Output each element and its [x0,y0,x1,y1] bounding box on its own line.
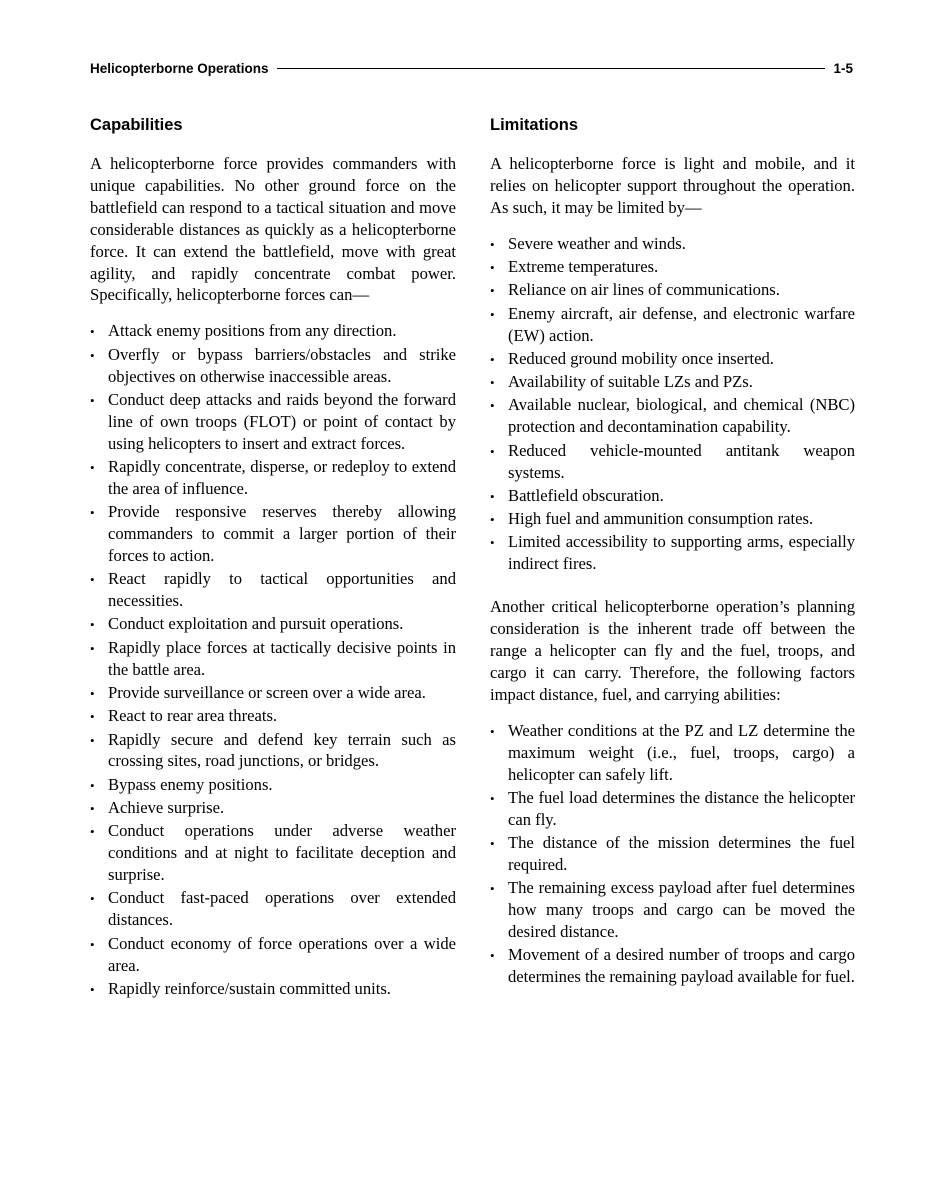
list-item [90,456,456,500]
list-item [90,729,456,773]
bullet-icon: • [90,777,95,793]
bullet-icon: • [490,948,495,964]
list-item [490,440,855,484]
limitations-column [490,114,855,990]
list-item [490,877,855,943]
list-item-text: Reduced ground mobility once inserted. [508,348,774,368]
bullet-icon: • [490,283,495,299]
bullet-icon: • [90,801,95,817]
list-item [90,682,456,704]
list-item [490,485,855,507]
list-item-text: Rapidly place forces at tactically decisive points in the battle area. [108,637,456,679]
bullet-icon: • [490,236,495,252]
list-item [490,944,855,988]
bullet-icon: • [490,260,495,276]
list-item [490,348,855,370]
capabilities-column [90,114,456,1001]
capabilities-intro: A helicopterborne force provides commanders with unique capabilities. No other ground force on the battlefield can respond to a tactical situation and move considerable distances as quickly as a helicopterborne force. It can extend the battlefield, move with great agility, and rapidly concentrate combat power. Specifically, helicopterborne forces can— [90,154,456,305]
bullet-icon: • [90,392,95,408]
capabilities-heading: Capabilities [90,116,183,134]
list-item [90,344,456,388]
bullet-icon: • [90,936,95,952]
list-item-text: Extreme temperatures. [508,257,659,277]
bullet-icon: • [90,891,95,907]
list-item [490,832,855,876]
list-item [90,501,456,567]
list-item [90,820,456,886]
list-item-text: Achieve surprise. [108,798,225,818]
bullet-icon: • [90,459,95,475]
list-item [490,394,855,438]
list-item [90,774,456,796]
bullet-icon: • [90,709,95,725]
list-item-text: Conduct fast-paced operations over extended distances. [108,888,456,930]
list-item-text: Bypass enemy positions. [108,774,273,794]
list-item-text: Provide surveillance or screen over a wide area. [108,682,426,702]
list-item-text: React to rear area threats. [108,706,278,726]
bullet-icon: • [90,685,95,701]
list-item-text: Conduct exploitation and pursuit operations. [108,614,404,634]
list-item [90,568,456,612]
list-item [90,637,456,681]
list-item-text: Rapidly concentrate, disperse, or redeploy to extend the area of influence. [108,456,456,498]
list-item [490,233,855,255]
list-item-text: Reliance on air lines of communications. [508,280,780,300]
list-item-text: Battlefield obscuration. [508,485,664,505]
list-item [490,371,855,393]
list-item-text: Enemy aircraft, air defense, and electronic warfare (EW) action. [508,303,855,345]
list-item-text: Attack enemy positions from any direction. [108,321,397,341]
list-item [90,933,456,977]
header-rule [277,68,826,69]
list-item-text: High fuel and ammunition consumption rates. [508,509,814,529]
bullet-icon: • [490,443,495,459]
list-item-text: Availability of suitable LZs and PZs. [508,372,753,392]
bullet-icon: • [490,306,495,322]
list-item-text: Conduct deep attacks and raids beyond the forward line of own troops (FLOT) or point of contact by using helicopters to insert and extract forces. [108,389,456,453]
list-item [90,389,456,455]
running-header [90,58,853,78]
list-item-text: Limited accessibility to supporting arms, especially indirect fires. [508,532,855,574]
list-item-text: Conduct operations under adverse weather conditions and at night to facilitate deception and surprise. [108,821,456,885]
list-item [490,508,855,530]
list-item [490,256,855,278]
page-number: 1-5 [833,60,853,76]
bullet-icon: • [490,790,495,806]
capabilities-list [90,320,456,999]
tradeoff-paragraph: Another critical helicopterborne operation’s planning consideration is the inherent trade off between the range a helicopter can fly and the fuel, troops, and cargo it can carry. Therefore, the following factors impact distance, fuel, and carrying abilities: [490,597,855,704]
bullet-icon: • [490,398,495,414]
bullet-icon: • [90,640,95,656]
bullet-icon: • [490,512,495,528]
list-item-text: The remaining excess payload after fuel determines how many troops and cargo can be moved the desired distance. [508,878,855,942]
limitations-list [490,233,855,576]
list-item [90,613,456,635]
list-item [90,887,456,931]
bullet-icon: • [490,351,495,367]
bullet-icon: • [90,347,95,363]
bullet-icon: • [90,617,95,633]
limitations-heading: Limitations [490,116,579,134]
list-item [90,978,456,1000]
bullet-icon: • [90,324,95,340]
bullet-icon: • [90,505,95,521]
bullet-icon: • [490,836,495,852]
bullet-icon: • [490,881,495,897]
factors-list [490,720,855,988]
list-item-text: Overfly or bypass barriers/obstacles and strike objectives on otherwise inaccessible areas. [108,344,456,386]
list-item-text: Provide responsive reserves thereby allowing commanders to commit a larger portion of their forces to action. [108,502,456,565]
bullet-icon: • [490,488,495,504]
list-item [490,531,855,575]
list-item [490,787,855,831]
header-title: Helicopterborne Operations [90,60,269,76]
list-item-text: Movement of a desired number of troops and cargo determines the remaining payload available for fuel. [508,945,855,987]
list-item [490,279,855,301]
limitations-intro: A helicopterborne force is light and mobile, and it relies on helicopter support throughout the operation. As such, it may be limited by— [490,154,855,217]
list-item [490,720,855,786]
list-item [490,303,855,347]
bullet-icon: • [490,723,495,739]
bullet-icon: • [90,572,95,588]
list-item-text: Rapidly reinforce/sustain committed units. [108,978,391,998]
list-item-text: The fuel load determines the distance the helicopter can fly. [508,787,855,829]
list-item-text: Weather conditions at the PZ and LZ determine the maximum weight (i.e., fuel, troops, cargo) a helicopter can safely lift. [508,720,855,784]
list-item [90,320,456,342]
list-item-text: Conduct economy of force operations over a wide area. [108,933,456,975]
list-item-text: Rapidly secure and defend key terrain such as crossing sites, road junctions, or bridges. [108,729,456,771]
list-item [90,705,456,727]
list-item-text: Severe weather and winds. [508,233,686,253]
bullet-icon: • [90,732,95,748]
list-item-text: React rapidly to tactical opportunities and necessities. [108,569,456,611]
bullet-icon: • [90,824,95,840]
bullet-icon: • [490,375,495,391]
list-item-text: Available nuclear, biological, and chemical (NBC) protection and decontamination capability. [508,395,855,437]
bullet-icon: • [90,981,95,997]
list-item-text: Reduced vehicle-mounted antitank weapon systems. [508,440,855,482]
bullet-icon: • [490,535,495,551]
list-item [90,797,456,819]
list-item-text: The distance of the mission determines the fuel required. [508,833,855,874]
